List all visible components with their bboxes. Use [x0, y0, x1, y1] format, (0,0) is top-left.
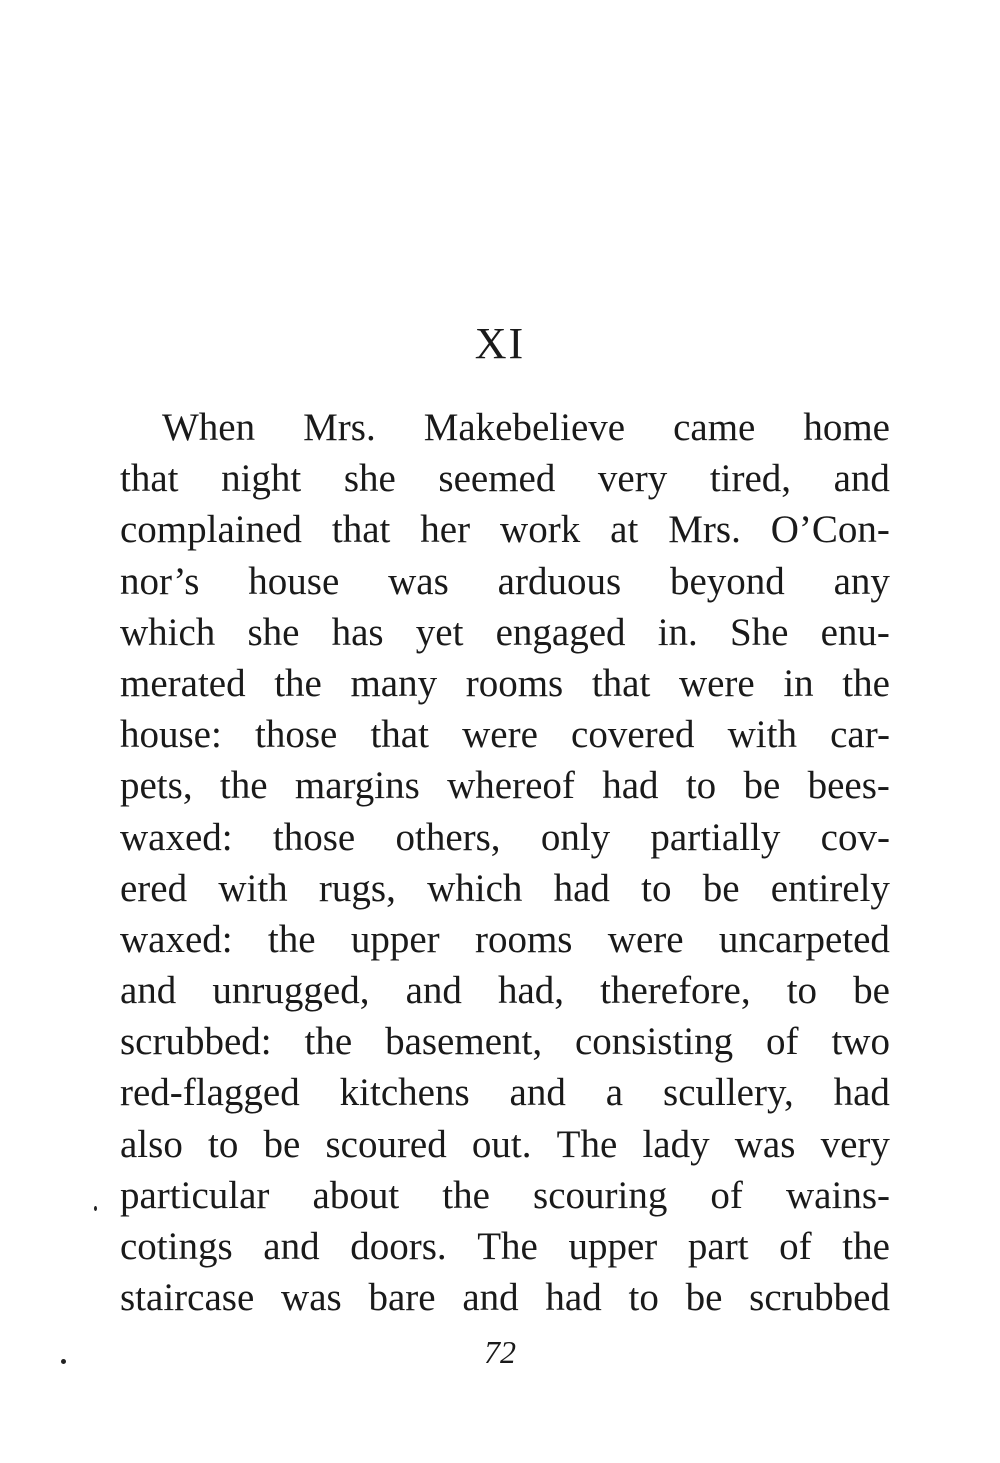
word: seemed	[438, 457, 556, 501]
word: be	[853, 969, 890, 1013]
word: many	[350, 661, 438, 705]
word: and	[462, 1276, 519, 1320]
word: kitchens	[339, 1071, 470, 1115]
text-line	[120, 1221, 890, 1272]
word: only	[540, 815, 611, 859]
word: partially	[650, 815, 781, 859]
word: at	[610, 508, 639, 552]
text-line	[120, 658, 890, 709]
word: very	[597, 457, 668, 501]
word: that	[370, 713, 429, 757]
word: be	[743, 764, 781, 808]
word: she	[247, 610, 300, 654]
word: of	[710, 1173, 743, 1217]
word: pets,	[120, 764, 193, 808]
body-text	[120, 402, 890, 1323]
word: of	[779, 1225, 812, 1268]
word: scoured	[325, 1122, 447, 1166]
word: has	[331, 610, 384, 654]
word: engaged	[495, 610, 626, 654]
word: whereof	[447, 764, 575, 808]
word: the	[304, 1020, 353, 1064]
text-line	[120, 863, 890, 914]
text-line	[120, 760, 890, 811]
word: a	[605, 1071, 624, 1115]
word: be	[702, 866, 740, 910]
text-line	[120, 914, 890, 965]
text-line	[120, 1119, 890, 1170]
text-line	[120, 607, 890, 658]
word: car-	[830, 713, 890, 757]
word: to	[685, 764, 717, 808]
word: margins	[294, 764, 420, 808]
word: any	[833, 559, 890, 603]
word: entirely	[770, 866, 890, 910]
word: had	[553, 866, 610, 910]
word: the	[442, 1173, 490, 1217]
word: and	[263, 1225, 320, 1268]
word: upper	[350, 917, 440, 961]
word: others,	[395, 815, 501, 859]
word: complained	[120, 508, 302, 552]
word: were	[462, 713, 538, 757]
word: enu-	[820, 610, 890, 654]
word: basement,	[385, 1020, 543, 1064]
word: that	[120, 457, 179, 501]
word: waxed:	[120, 917, 233, 961]
word: be	[263, 1122, 301, 1166]
word: beyond	[669, 559, 785, 603]
word: in.	[657, 610, 698, 654]
word: cov-	[820, 815, 890, 859]
word: arduous	[497, 559, 622, 603]
word: which	[120, 610, 216, 654]
word: which	[427, 866, 523, 910]
word: was	[281, 1276, 342, 1320]
word: night	[221, 457, 302, 501]
word: bare	[368, 1276, 436, 1320]
word: and	[509, 1071, 566, 1115]
word: the	[274, 661, 322, 705]
word: red-flagged	[120, 1071, 300, 1115]
word: two	[831, 1020, 890, 1064]
word: had,	[497, 969, 565, 1013]
word: scrubbed:	[120, 1020, 272, 1064]
word: was	[734, 1122, 796, 1166]
word: about	[312, 1173, 400, 1217]
word: and	[833, 457, 890, 501]
word: yet	[415, 610, 464, 654]
text-line	[120, 1067, 890, 1118]
word: the	[219, 764, 268, 808]
word: merated	[120, 661, 246, 705]
word: work	[500, 508, 581, 552]
word: house:	[120, 713, 222, 757]
word: in	[783, 661, 814, 705]
word: Mrs.	[668, 508, 741, 552]
word: was	[388, 559, 449, 603]
word: She	[729, 610, 789, 654]
text-line	[120, 1016, 890, 1067]
word: bees-	[807, 764, 890, 808]
word: very	[820, 1122, 890, 1166]
word: to	[207, 1122, 239, 1166]
word: were	[607, 917, 684, 961]
text-line	[120, 1272, 890, 1323]
word: scullery,	[663, 1071, 794, 1115]
word: tired,	[709, 457, 792, 501]
word: the	[267, 917, 316, 961]
word: of	[766, 1020, 799, 1064]
word: consisting	[574, 1020, 734, 1064]
word: with	[727, 713, 797, 757]
word: rooms	[474, 917, 573, 961]
word: Mrs.	[303, 406, 376, 449]
page-number: 72	[484, 1334, 516, 1370]
word: The	[477, 1225, 538, 1268]
word: house	[248, 559, 340, 603]
word: to	[641, 866, 672, 910]
word: O’Con-	[770, 508, 890, 552]
word: also	[120, 1122, 183, 1166]
word: with	[218, 866, 288, 910]
word: Makebelieve	[423, 406, 626, 449]
text-line	[120, 1170, 890, 1221]
text-line	[120, 402, 890, 453]
text-line	[120, 812, 890, 863]
word: that	[591, 661, 651, 705]
word: had	[545, 1276, 602, 1320]
word: doors.	[350, 1225, 447, 1268]
word: wains-	[786, 1173, 890, 1217]
word: came	[673, 406, 756, 449]
word: unrugged,	[212, 969, 370, 1013]
word: to	[628, 1276, 659, 1320]
word: to	[786, 969, 818, 1013]
word: particular	[120, 1173, 270, 1217]
word: home	[803, 406, 890, 449]
word: be	[685, 1276, 723, 1320]
word: the	[842, 1225, 890, 1268]
text-line	[120, 504, 890, 555]
word: she	[343, 457, 396, 501]
word: had	[602, 764, 659, 808]
word: ered	[120, 866, 188, 910]
word: upper	[568, 1225, 658, 1268]
word: part	[687, 1225, 749, 1268]
word: had	[833, 1071, 890, 1115]
word: waxed:	[120, 815, 233, 859]
word: those	[272, 815, 356, 859]
word: rooms	[465, 661, 564, 705]
word: out.	[471, 1122, 532, 1166]
word: and	[405, 969, 462, 1013]
word: rugs,	[318, 866, 396, 910]
text-line	[120, 556, 890, 607]
word: lady	[642, 1122, 710, 1166]
text-line	[120, 965, 890, 1016]
word: The	[556, 1122, 618, 1166]
word: were	[678, 661, 755, 705]
word: and	[120, 969, 177, 1013]
word: When	[162, 406, 256, 449]
chapter-heading: XI	[474, 319, 526, 368]
print-speck	[61, 1359, 66, 1364]
word: covered	[571, 713, 695, 757]
word: therefore,	[600, 969, 751, 1013]
word: the	[842, 661, 890, 705]
text-line	[120, 453, 890, 504]
print-speck	[94, 1206, 97, 1211]
word: scrubbed	[749, 1276, 890, 1320]
word: those	[254, 713, 338, 757]
word: that	[331, 508, 391, 552]
word: her	[420, 508, 471, 552]
text-line	[120, 709, 890, 760]
word: uncarpeted	[718, 917, 890, 961]
word: cotings	[120, 1225, 233, 1268]
word: staircase	[120, 1276, 255, 1320]
word: scouring	[533, 1173, 668, 1217]
word: nor’s	[120, 559, 200, 603]
